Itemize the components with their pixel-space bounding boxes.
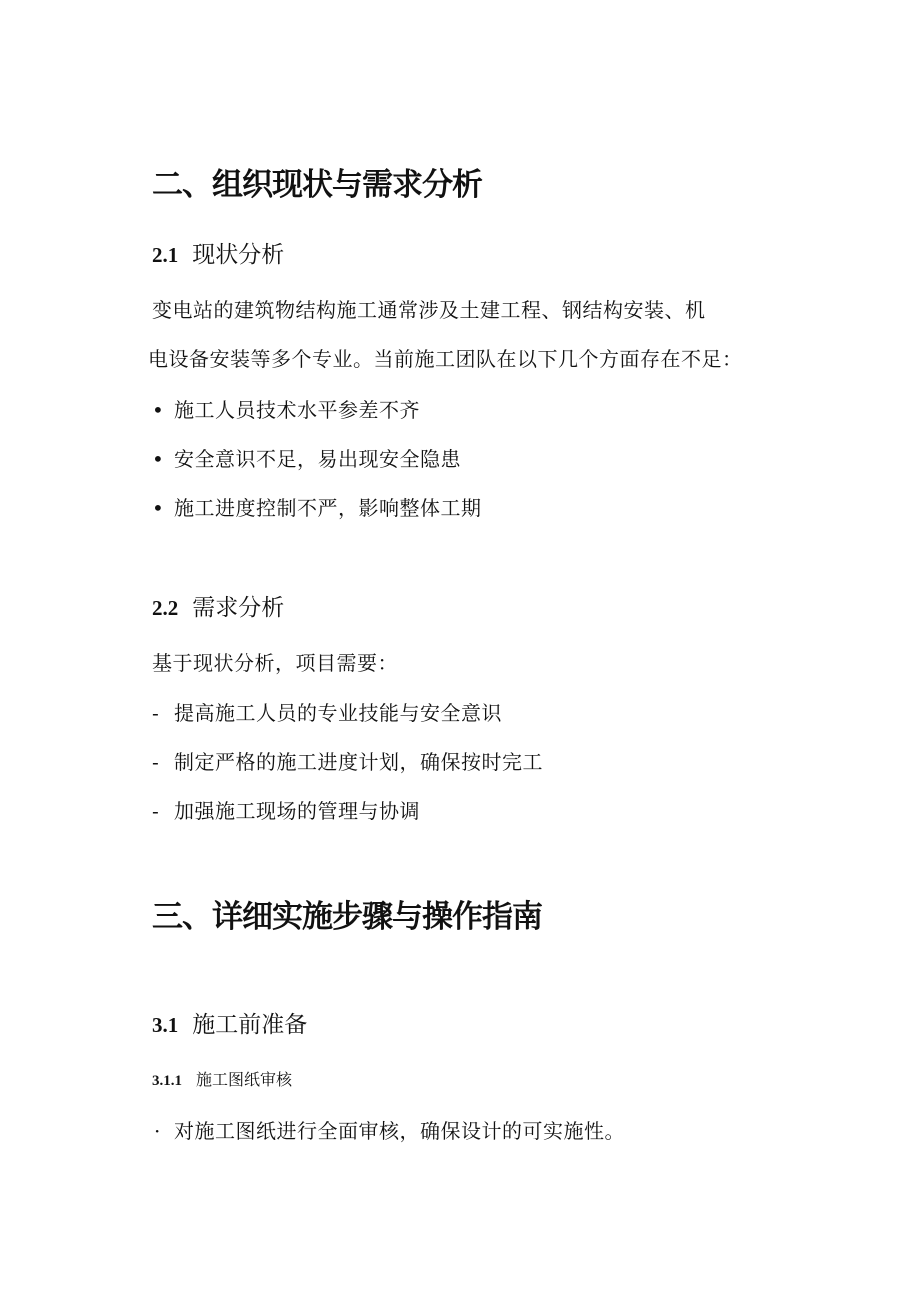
list-item-text: 加强施工现场的管理与协调	[174, 799, 420, 823]
list-item	[152, 449, 461, 469]
subsection-2-1-title: 现状分析	[192, 242, 285, 268]
section-2-heading: 二、组织现状与需求分析	[152, 167, 482, 203]
subsection-3-1-1-title: 施工图纸审核	[196, 1070, 293, 1089]
subsection-3-1-1-heading	[152, 1072, 292, 1089]
bullet-icon: •	[152, 398, 165, 422]
paragraph-2-1-line-2: 电设备安装等多个专业。当前施工团队在以下几个方面存在不足：	[148, 347, 743, 371]
paragraph-2-2-intro: 基于现状分析，项目需要：	[152, 651, 398, 675]
dash-icon: -	[152, 701, 160, 725]
dash-icon: -	[152, 750, 160, 774]
list-item-text: 制定严格的施工进度计划，确保按时完工	[174, 750, 543, 774]
subsection-2-1-heading	[152, 244, 284, 267]
bullet-icon: •	[152, 496, 165, 520]
bullet-icon: ·	[154, 1119, 161, 1143]
subsection-2-2-number: 2.2	[152, 596, 179, 620]
list-item	[152, 801, 420, 821]
list-item-text: 对施工图纸进行全面审核，确保设计的可实施性。	[174, 1119, 625, 1143]
paragraph-2-1-line-1: 变电站的建筑物结构施工通常涉及土建工程、钢结构安装、机	[152, 298, 706, 322]
list-item	[154, 1121, 625, 1141]
subsection-3-1-1-number: 3.1.1	[152, 1073, 182, 1089]
list-item	[152, 703, 502, 723]
bullet-icon: •	[152, 447, 165, 471]
subsection-3-1-title: 施工前准备	[192, 1012, 308, 1038]
subsection-2-1-number: 2.1	[152, 243, 179, 267]
list-item-text: 施工进度控制不严，影响整体工期	[174, 496, 482, 520]
dash-icon: -	[152, 799, 160, 823]
list-item-text: 施工人员技术水平参差不齐	[174, 398, 420, 422]
section-3-heading: 三、详细实施步骤与操作指南	[152, 899, 542, 935]
list-item	[152, 400, 420, 420]
subsection-3-1-number: 3.1	[152, 1013, 179, 1037]
subsection-2-2-title: 需求分析	[192, 595, 285, 621]
list-item-text: 提高施工人员的专业技能与安全意识	[174, 701, 502, 725]
list-item	[152, 498, 482, 518]
subsection-2-2-heading	[152, 597, 284, 620]
list-item-text: 安全意识不足，易出现安全隐患	[174, 447, 461, 471]
list-item	[152, 752, 543, 772]
subsection-3-1-heading	[152, 1014, 307, 1037]
